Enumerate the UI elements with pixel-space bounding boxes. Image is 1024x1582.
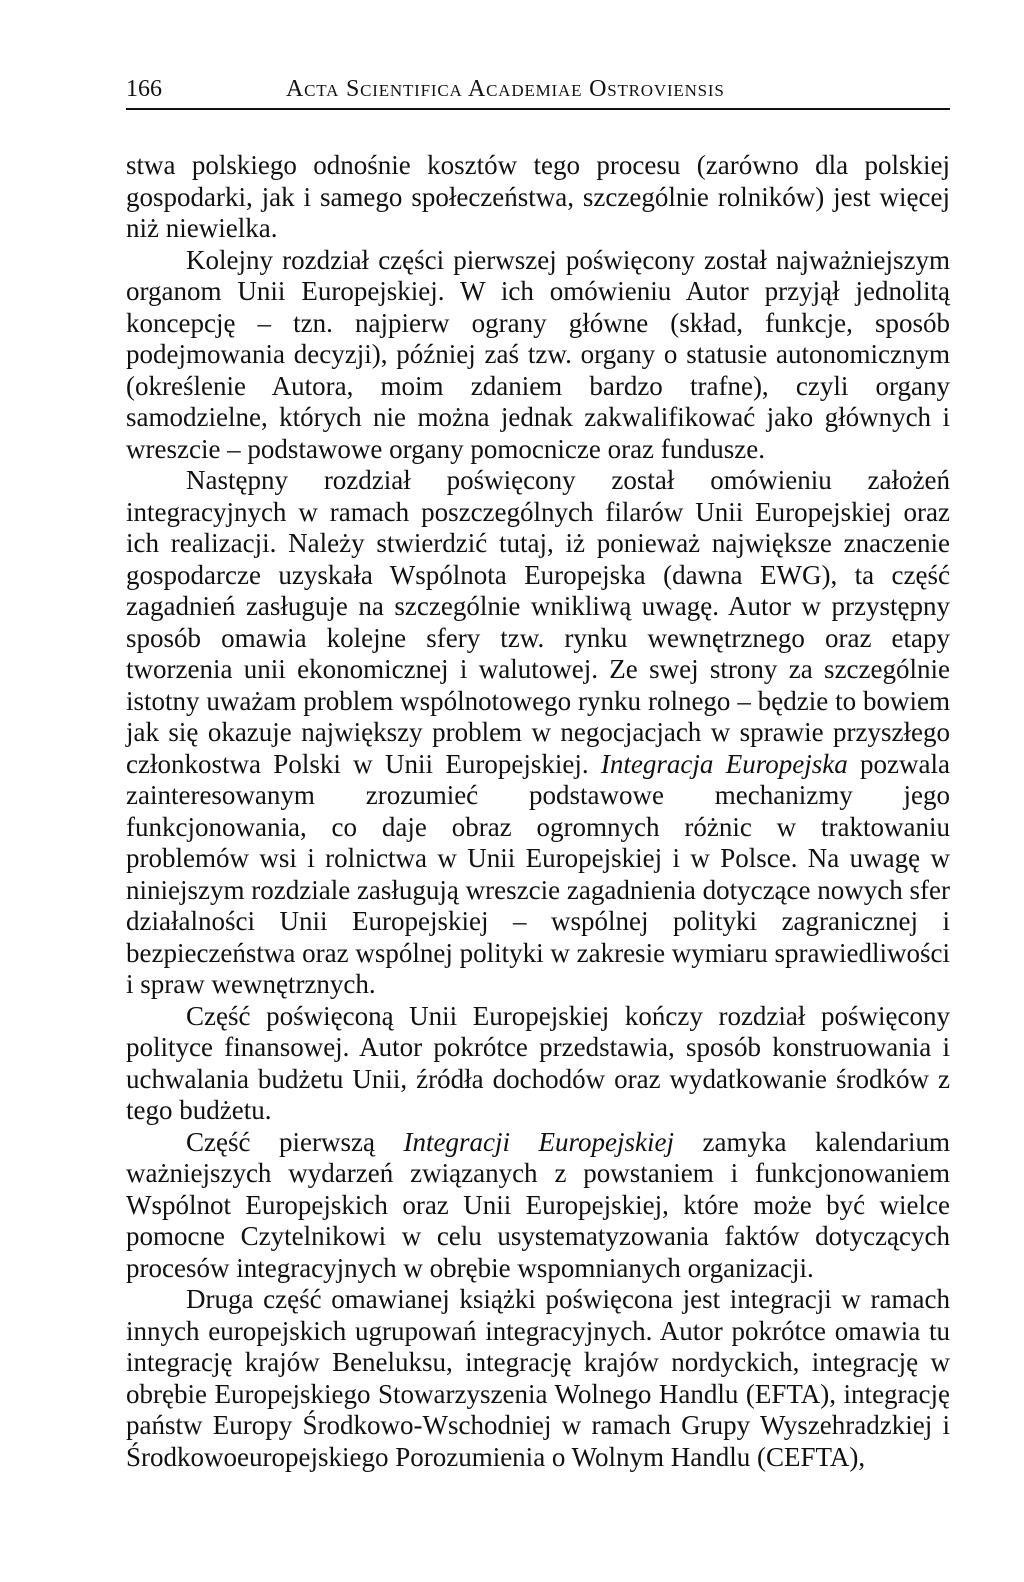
paragraph-text: Część pierwszą <box>186 1126 404 1157</box>
running-head <box>126 70 950 110</box>
paragraph-text: Kolejny rozdział części pierwszej poświęcony został najważniejszym organom Unii Europejskiej. W ich omówieniu Autor przyjął jednolitą koncepcję – tzn. najpierw ograny główne (skład, funkcje, sposób podejmowania decyzji), później zaś tzw. organy o statusie autonomicznym (określenie Autora, moim zdaniem bardzo trafne), czyli organy samodzielne, których nie można jednak zakwalifikować jako głównych i wreszcie – podstawowe organy pomocnicze oraz fundusze. <box>126 244 950 464</box>
book-review-page <box>126 70 950 1473</box>
page-number: 166 <box>126 76 162 102</box>
paragraph-text: Druga część omawianej książki poświęcona jest integracji w ramach innych europejskich ugrupowań integracyjnych. Autor pokrótce omawia tu integrację krajów Beneluksu, integrację krajów nordyckich, integrację w obrębie Europejskiego Stowarzyszenia Wolnego Handlu (EFTA), integrację państw Europy Środkowo-Wschodniej w ramach Grupy Wyszehradzkiej i Środkowoeuropejskiego Porozumienia o Wolnym Handlu (CEFTA), <box>126 1284 950 1472</box>
body-text <box>126 110 950 1473</box>
paragraph-financial-policy <box>126 1001 950 1127</box>
paragraph-integration-pillars <box>126 465 950 1001</box>
paragraph-text: Część poświęconą Unii Europejskiej kończy rozdział poświęcony polityce finansowej. Autor pokrótce przedstawia, sposób konstruowania i uchwalania budżetu Unii, źródła dochodów oraz wydatkowanie środków z tego budżetu. <box>126 1000 950 1125</box>
journal-title: Acta Scientifica Academiae Ostroviensis <box>286 76 725 102</box>
paragraph-text: zamyka kalendarium ważniejszych wydarzeń związanych z powstaniem i funkcjonowaniem Wspólnot Europejskich oraz Unii Europejskiej, które może być wielce pomocne Czytelnikowi w celu usystematyzowania faktów dotyczących procesów integracyjnych w obrębie wspomnianych organizacji. <box>126 1126 950 1283</box>
paragraph-text: Następny rozdział poświęcony został omówieniu założeń integracyjnych w ramach poszczególnych filarów Unii Europejskiej oraz ich realizacji. Należy stwierdzić tutaj, iż ponieważ największe znaczenie gospodarcze uzyskała Wspólnota Europejska (dawna EWG), ta część zagadnień zasługuje na szczególnie wnikliwą uwagę. Autor w przystępny sposób omawia kolejne sfery tzw. rynku wewnętrznego oraz etapy tworzenia unii ekonomicznej i walutowej. Ze swej strony za szczególnie istotny uważam problem wspólnotowego rynku rolnego – będzie to bowiem jak się okazuje największy problem w negocjacjach w sprawie przyszłego członkostwa Polski w Unii Europejskiej. <box>126 465 950 779</box>
paragraph-other-groupings <box>126 1284 950 1473</box>
book-title-italic: Integracji Europejskiej <box>403 1126 674 1157</box>
paragraph-calendar <box>126 1127 950 1285</box>
paragraph-text: pozwala zainteresowanym zrozumieć podstawowe mechanizmy jego funkcjonowania, co daje obraz ogromnych różnic w traktowaniu problemów wsi i rolnictwa w Unii Europejskiej i w Polsce. Na uwagę w niniejszym rozdziale zasługują wreszcie zagadnienia dotyczące nowych sfer działalności Unii Europejskiej – wspólnej polityki zagranicznej i bezpieczeństwa oraz wspólnej polityki w zakresie wymiaru sprawiedliwości i spraw wewnętrznych. <box>126 748 951 999</box>
book-title-italic: Integracja Europejska <box>600 748 848 779</box>
paragraph-continuation <box>126 150 950 245</box>
paragraph-eu-organs <box>126 245 950 466</box>
paragraph-text: stwa polskiego odnośnie kosztów tego procesu (zarówno dla polskiej gospodarki, jak i samego społeczeństwa, szczególnie rolników) jest więcej niż niewielka. <box>126 150 950 243</box>
